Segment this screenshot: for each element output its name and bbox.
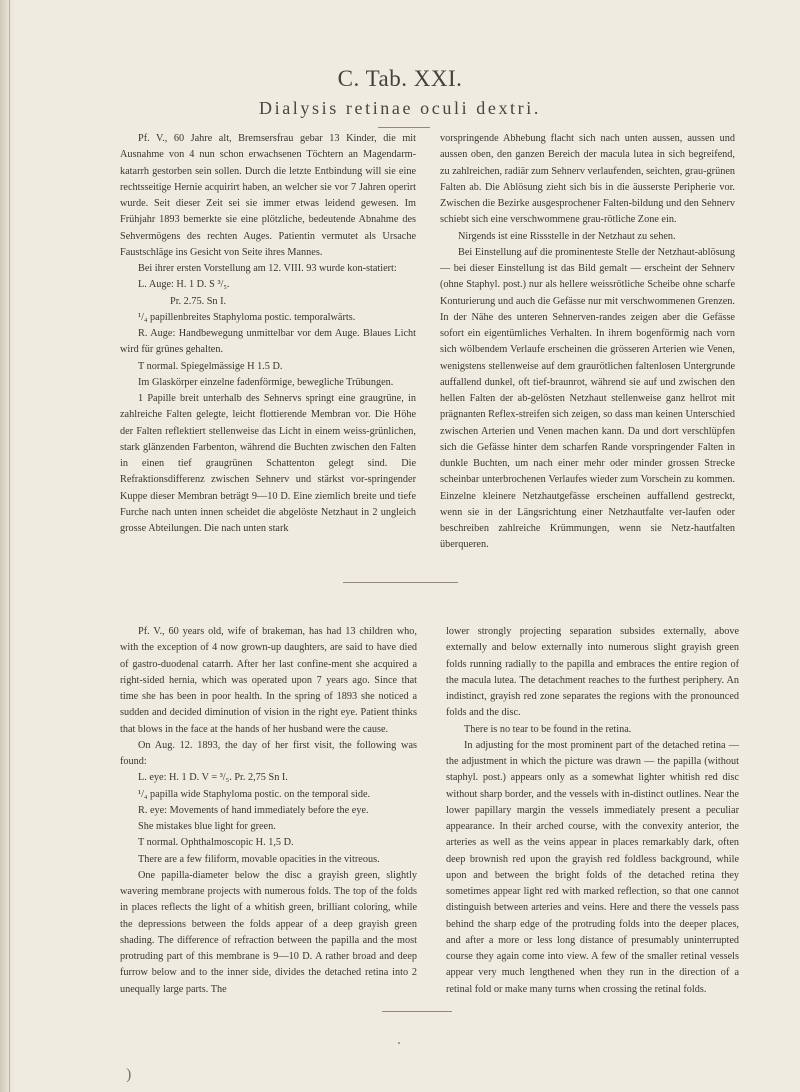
english-paragraph: lower strongly projecting separation subsides externally, above externally and below externally into numerous slight grayish green folds running radially to the papilla and embraces the entire region of the macula lutea. The detachment reaches to the furthest periphery. An indistinct, grayish red zone separates the regions with the pronounced folds and the disc. bbox=[446, 626, 739, 719]
english-paragraph: She mistakes blue light for green. bbox=[138, 821, 276, 832]
plate-title: C. Tab. XXI. bbox=[337, 66, 463, 91]
english-paragraph: R. eye: Movements of hand immediately before the eye. bbox=[138, 804, 369, 816]
german-finding-left-eye-pr: Pr. 2.75. Sn I. bbox=[170, 295, 227, 307]
english-text-left-column bbox=[120, 624, 417, 998]
german-paragraph: 1 Papille breit unterhalb des Sehnervs springt eine graugrüne, in zahlreiche Falten gelegte, leicht flottierende Membran vor. Die Höhe der Falten reflektiert stellenweise das Licht in einem weiss-grünlichen, stark glänzenden Farbenton, während die Buchten zwischen den Falten in einen tief graugrünen Schattenton gelegt sind. Die Refraktionsdifferenz zwischen Sehnerv und stärkst vor-springender Kuppe dieser Membran beträgt 9—10 D. Eine ziemlich breite und tiefe Furche nach unten innen scheidet die abgelöste Netzhaut in 2 ungleich grosse Abteilungen. Die nach unten stark bbox=[120, 393, 416, 534]
english-paragraph: On Aug. 12. 1893, the day of her first visit, the following was found: bbox=[120, 739, 417, 767]
section-divider bbox=[343, 582, 458, 583]
page-binding-edge bbox=[0, 0, 14, 1092]
german-paragraph: T normal. Spiegelmässige H 1.5 D. bbox=[138, 360, 283, 372]
english-paragraph: There is no tear to be found in the retina. bbox=[464, 723, 632, 735]
footer-rule bbox=[382, 1011, 452, 1012]
english-paragraph: T normal. Ophthalmoscopic H. 1,5 D. bbox=[138, 837, 294, 849]
binding-line bbox=[9, 0, 10, 1092]
german-paragraph: Bei Einstellung auf die prominenteste Stelle der Netzhaut-ablösung — bei dieser Einstellung ist das Bild gemalt — erscheint der Sehnerv (ohne Staphyl. post.) nur als hellere weissrötliche Scheibe ohne scharfe Konturierung und auch die Gefässe nur mit verschwommenen Grenzen. In der Nähe des unteren Sehnerven-randes zeigen aber die Gefässe sofort ein eigentümliches Verhalten. In ihrem bogenförmig nach vorn sich wölbendem Verlaufe erscheinen die grösseren Arterien wie Venen, wenigstens stellenweise auf dem graurötlichen faltenlosen Untergrunde auffallend dunkel, oft tief-braunrot, während sie auf und zwischen den hellen Falten der ab-gelösten Netzhaut stellenweise ganz hellrot mit prägnanten Reflex-streifen sich zeigen, so dass man keinen Unterschied zwischen Arterien und Venen machen kann. Da und dort verschlüpfen sich die Gefässe hinter dem scharfen Rande vorspringender Falten in dunkle Buchten, um nach einer mehr oder minder grossen Strecke scheinbar unterbrochenen Verlaufes wieder zum Vorschein zu kommen. Einzelne kleinere Netzhautgefässe erscheinen auffallend gestreckt, wenn sie in der Längsrichtung einer Netzhautfalte ver-laufen oder beschreiben zahlreiche Krümmungen, wenn sie Netz-hautfalten überqueren. bbox=[440, 246, 735, 551]
german-paragraph: vorspringende Abhebung flacht sich nach unten aussen, aussen und aussen oben, den ganzen Bereich der macula lutea in sich begreifend, zu zahlreichen, radiär zum Sehnerv verlaufenden, seichten, grau-grünen Falten ab. Die Ablösung zieht sich bis in die äusserste Peripherie vor. Zwischen die Bezirke ausgesprochener Falten-bildung und den Sehnerv schiebt sich eine verschwommene grau-rötliche Zone ein. bbox=[440, 133, 735, 226]
german-text-left-column bbox=[120, 131, 416, 537]
english-paragraph: Pf. V., 60 years old, wife of brakeman, has had 13 children who, with the exception of 4 now grown-up daughters, are said to have died of gastro-duodenal catarrh. After her last confine-ment she acquired a right-sided hernia, which was operated upon 7 years ago. Since that time she has been in poor health. In the spring of 1893 she noticed a sudden and decided diminution of vision in the right eye. Patient thinks that blows in the face at the hands of her husband were the cause. bbox=[120, 626, 417, 735]
margin-mark: ) bbox=[126, 1066, 132, 1083]
english-finding-left-eye: L. eye: H. 1 D. V = ³/₅. Pr. 2,75 Sn I. bbox=[138, 772, 288, 784]
english-paragraph: One papilla-diameter below the disc a grayish green, slightly wavering membrane projects with numerous folds. The top of the folds in places reflects the light of a whitish green, brilliant coloring, while the depressions between the folds appear of a deep grayish green shading. The difference of refraction between the papilla and the most protruding part of this membrane is 9—10 D. A rather broad and deep furrow below and to the inner side, divides the detached retina into 2 unequally large parts. The bbox=[120, 869, 417, 995]
german-paragraph: Nirgends ist eine Rissstelle in der Netzhaut zu sehen. bbox=[458, 230, 676, 242]
german-paragraph: Bei ihrer ersten Vorstellung am 12. VIII. 93 wurde kon-statiert: bbox=[138, 263, 397, 274]
german-paragraph: Im Glaskörper einzelne fadenförmige, bewegliche Trübungen. bbox=[138, 376, 394, 388]
german-paragraph: R. Auge: Handbewegung unmittelbar vor dem Auge. Blaues Licht wird für grünes gehalten. bbox=[120, 328, 416, 356]
german-finding-left-eye: L. Auge: H. 1 D. S ³/₅. bbox=[138, 279, 230, 291]
english-paragraph: ¹/₄ papilla wide Staphyloma postic. on the temporal side. bbox=[138, 788, 371, 800]
title-rule bbox=[378, 127, 430, 128]
german-text-right-column bbox=[440, 131, 735, 554]
english-paragraph: There are a few filiform, movable opacities in the vitreous. bbox=[138, 853, 380, 865]
german-paragraph: ¹/₄ papillenbreites Staphyloma postic. temporalwärts. bbox=[138, 311, 356, 323]
english-text-right-column bbox=[446, 624, 739, 998]
english-paragraph: In adjusting for the most prominent part of the detached retina — the adjustment in which the picture was drawn — the papilla (without staphyl. post.) appears only as a somewhat lighter whitish red disc without sharp border, and the vessels with in-distinct outlines. Near the lower papillary margin the vessels immediately present a peculiar appearance. In their arched course, with the convexity anterior, the arteries as well as the veins appear in places remarkably dark, often deep brownish red upon the grayish red foldless background, while upon and between the bright folds of the detached retina they sometimes appear light red with marked reflection, so that one cannot distinguish between arteries and veins. Here and there the vessels pass behind the sharp edge of the protruding folds into the deeper places, and after a more or less long distance of presumably uninterrupted course they again come into view. A few of the smaller retinal vessels appear very much lengthened when they run in the direction of a retinal fold or make many turns when crossing the retinal folds. bbox=[446, 739, 739, 995]
page-speck bbox=[398, 1042, 400, 1044]
plate-subtitle: Dialysis retinae oculi dextri. bbox=[259, 98, 541, 118]
german-paragraph: Pf. V., 60 Jahre alt, Bremsersfrau gebar 13 Kinder, die mit Ausnahme von 4 nun schon erwachsenen Töchtern an Magendarm-katarrh gestorben sein sollen. Durch die letzte Entbindung will sie eine rechtsseitige Hernie acquirirt haben, an welcher sie vor 7 Jahren operirt wurde. Seit dieser Zeit sei sie immer etwas leidend gewesen. Im Frühjahr 1893 bemerkte sie eine plötzliche, bedeutende Abnahme des Sehvermögens des rechten Auges. Patientin vermutet als Ursache Faustschläge ins Gesicht von Seite ihres Mannes. bbox=[120, 133, 416, 258]
